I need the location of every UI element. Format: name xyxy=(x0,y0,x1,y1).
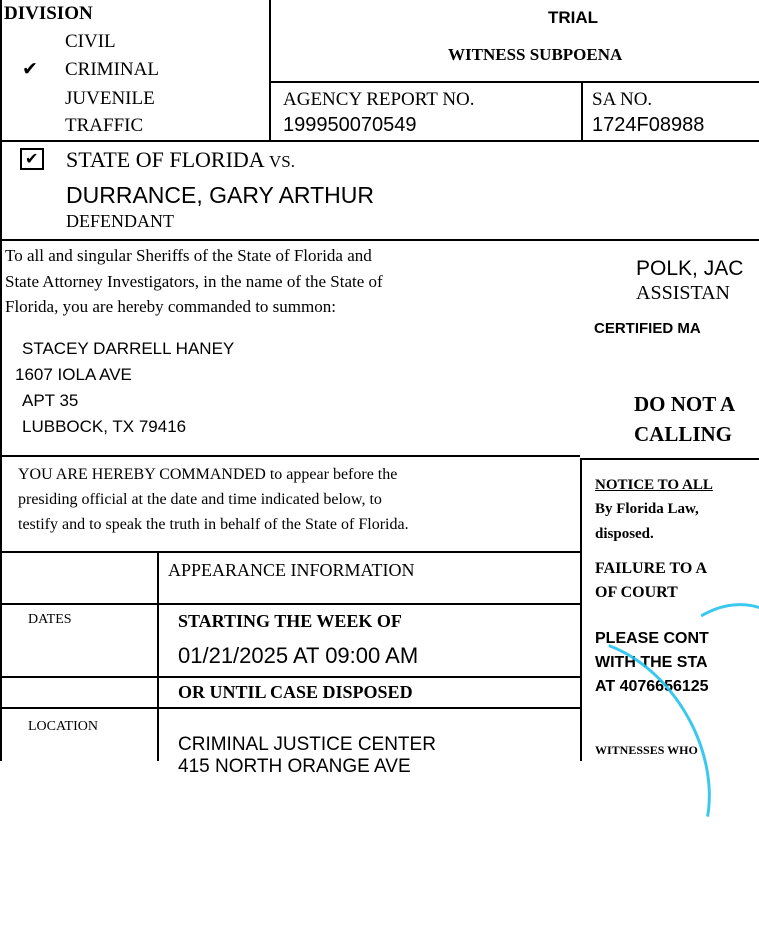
do-not-line-2: CALLING xyxy=(634,422,733,446)
location-name: CRIMINAL JUSTICE CENTER xyxy=(178,734,436,755)
notice-line-1: By Florida Law, xyxy=(595,501,699,517)
contact-line-1: PLEASE CONT xyxy=(595,630,709,647)
attorney-title: ASSISTAN xyxy=(636,282,730,304)
rule-command-top xyxy=(0,455,580,457)
state-checkbox[interactable] xyxy=(20,148,44,170)
notice-title: NOTICE TO ALL xyxy=(595,477,713,493)
until-disposed: OR UNTIL CASE DISPOSED xyxy=(178,682,413,702)
summons-line-1: To all and singular Sheriffs of the State of Florida and xyxy=(5,246,372,265)
rule-until-top xyxy=(0,676,580,678)
rule-agency-top xyxy=(269,81,759,83)
contact-phone: AT 4076656125 xyxy=(595,678,709,695)
starting-week-label: STARTING THE WEEK OF xyxy=(178,611,402,631)
command-line-1: YOU ARE HEREBY COMMANDED to appear before the xyxy=(18,466,398,483)
command-line-2: presiding official at the date and time indicated below, to xyxy=(18,491,382,508)
division-selected-check-icon: ✔ xyxy=(22,58,38,80)
witness-address-1: 1607 IOLA AVE xyxy=(15,365,132,384)
rule-until-bottom xyxy=(0,707,580,709)
appearance-header: APPEARANCE INFORMATION xyxy=(168,560,415,580)
state-line: STATE OF FLORIDA xyxy=(66,147,264,172)
summons-line-3: Florida, you are hereby commanded to summon: xyxy=(5,297,336,316)
certified-mail: CERTIFIED MA xyxy=(594,320,701,337)
state-of-florida xyxy=(66,149,295,171)
location-label: LOCATION xyxy=(28,719,98,734)
rule-table-top xyxy=(0,551,580,553)
attorney-name: POLK, JAC xyxy=(636,257,744,280)
rule-notice-top xyxy=(580,458,759,460)
division-option-juvenile: JUVENILE xyxy=(65,88,155,109)
subpoena-heading: WITNESS SUBPOENA xyxy=(448,45,623,64)
appearance-datetime: 01/21/2025 AT 09:00 AM xyxy=(178,643,419,668)
failure-line-1: FAILURE TO A xyxy=(595,560,708,577)
division-option-traffic: TRAFFIC xyxy=(65,115,144,136)
division-option-criminal: CRIMINAL xyxy=(65,59,159,80)
location-address: 415 NORTH ORANGE AVE xyxy=(178,756,411,777)
divider-sa xyxy=(581,82,583,141)
witness-city-state-zip: LUBBOCK, TX 79416 xyxy=(22,417,187,436)
do-not-line-1: DO NOT A xyxy=(634,392,736,416)
sa-label: SA NO. xyxy=(592,89,653,110)
defendant-label: DEFENDANT xyxy=(66,211,174,231)
witness-name: STACEY DARRELL HANEY xyxy=(22,339,235,358)
division-option-civil: CIVIL xyxy=(65,31,116,52)
contact-line-2: WITH THE STA xyxy=(595,654,708,671)
divider-table-col xyxy=(157,551,159,761)
defendant-name: DURRANCE, GARY ARTHUR xyxy=(66,182,375,208)
witness-address-2: APT 35 xyxy=(22,391,79,410)
notice-line-2: disposed. xyxy=(595,526,654,542)
rule-case-top xyxy=(0,140,759,142)
vs-text: VS. xyxy=(268,152,295,171)
division-title: DIVISION xyxy=(4,3,93,24)
dates-label: DATES xyxy=(28,612,72,627)
divider-division xyxy=(269,0,271,141)
checkmark-icon: ✔ xyxy=(25,149,39,168)
command-line-3: testify and to speak the truth in behalf of the State of Florida. xyxy=(18,516,409,533)
rule-summons-top xyxy=(0,239,759,241)
trial-heading: TRIAL xyxy=(548,8,599,27)
agency-report-label: AGENCY REPORT NO. xyxy=(283,89,475,110)
agency-report-value: 199950070549 xyxy=(283,114,417,136)
left-border xyxy=(0,0,2,761)
summons-line-2: State Attorney Investigators, in the name of the State of xyxy=(5,272,383,291)
rule-table-header xyxy=(0,603,580,605)
sa-value: 1724F08988 xyxy=(592,114,705,136)
witnesses-who: WITNESSES WHO xyxy=(595,743,698,757)
failure-line-2: OF COURT xyxy=(595,584,678,601)
